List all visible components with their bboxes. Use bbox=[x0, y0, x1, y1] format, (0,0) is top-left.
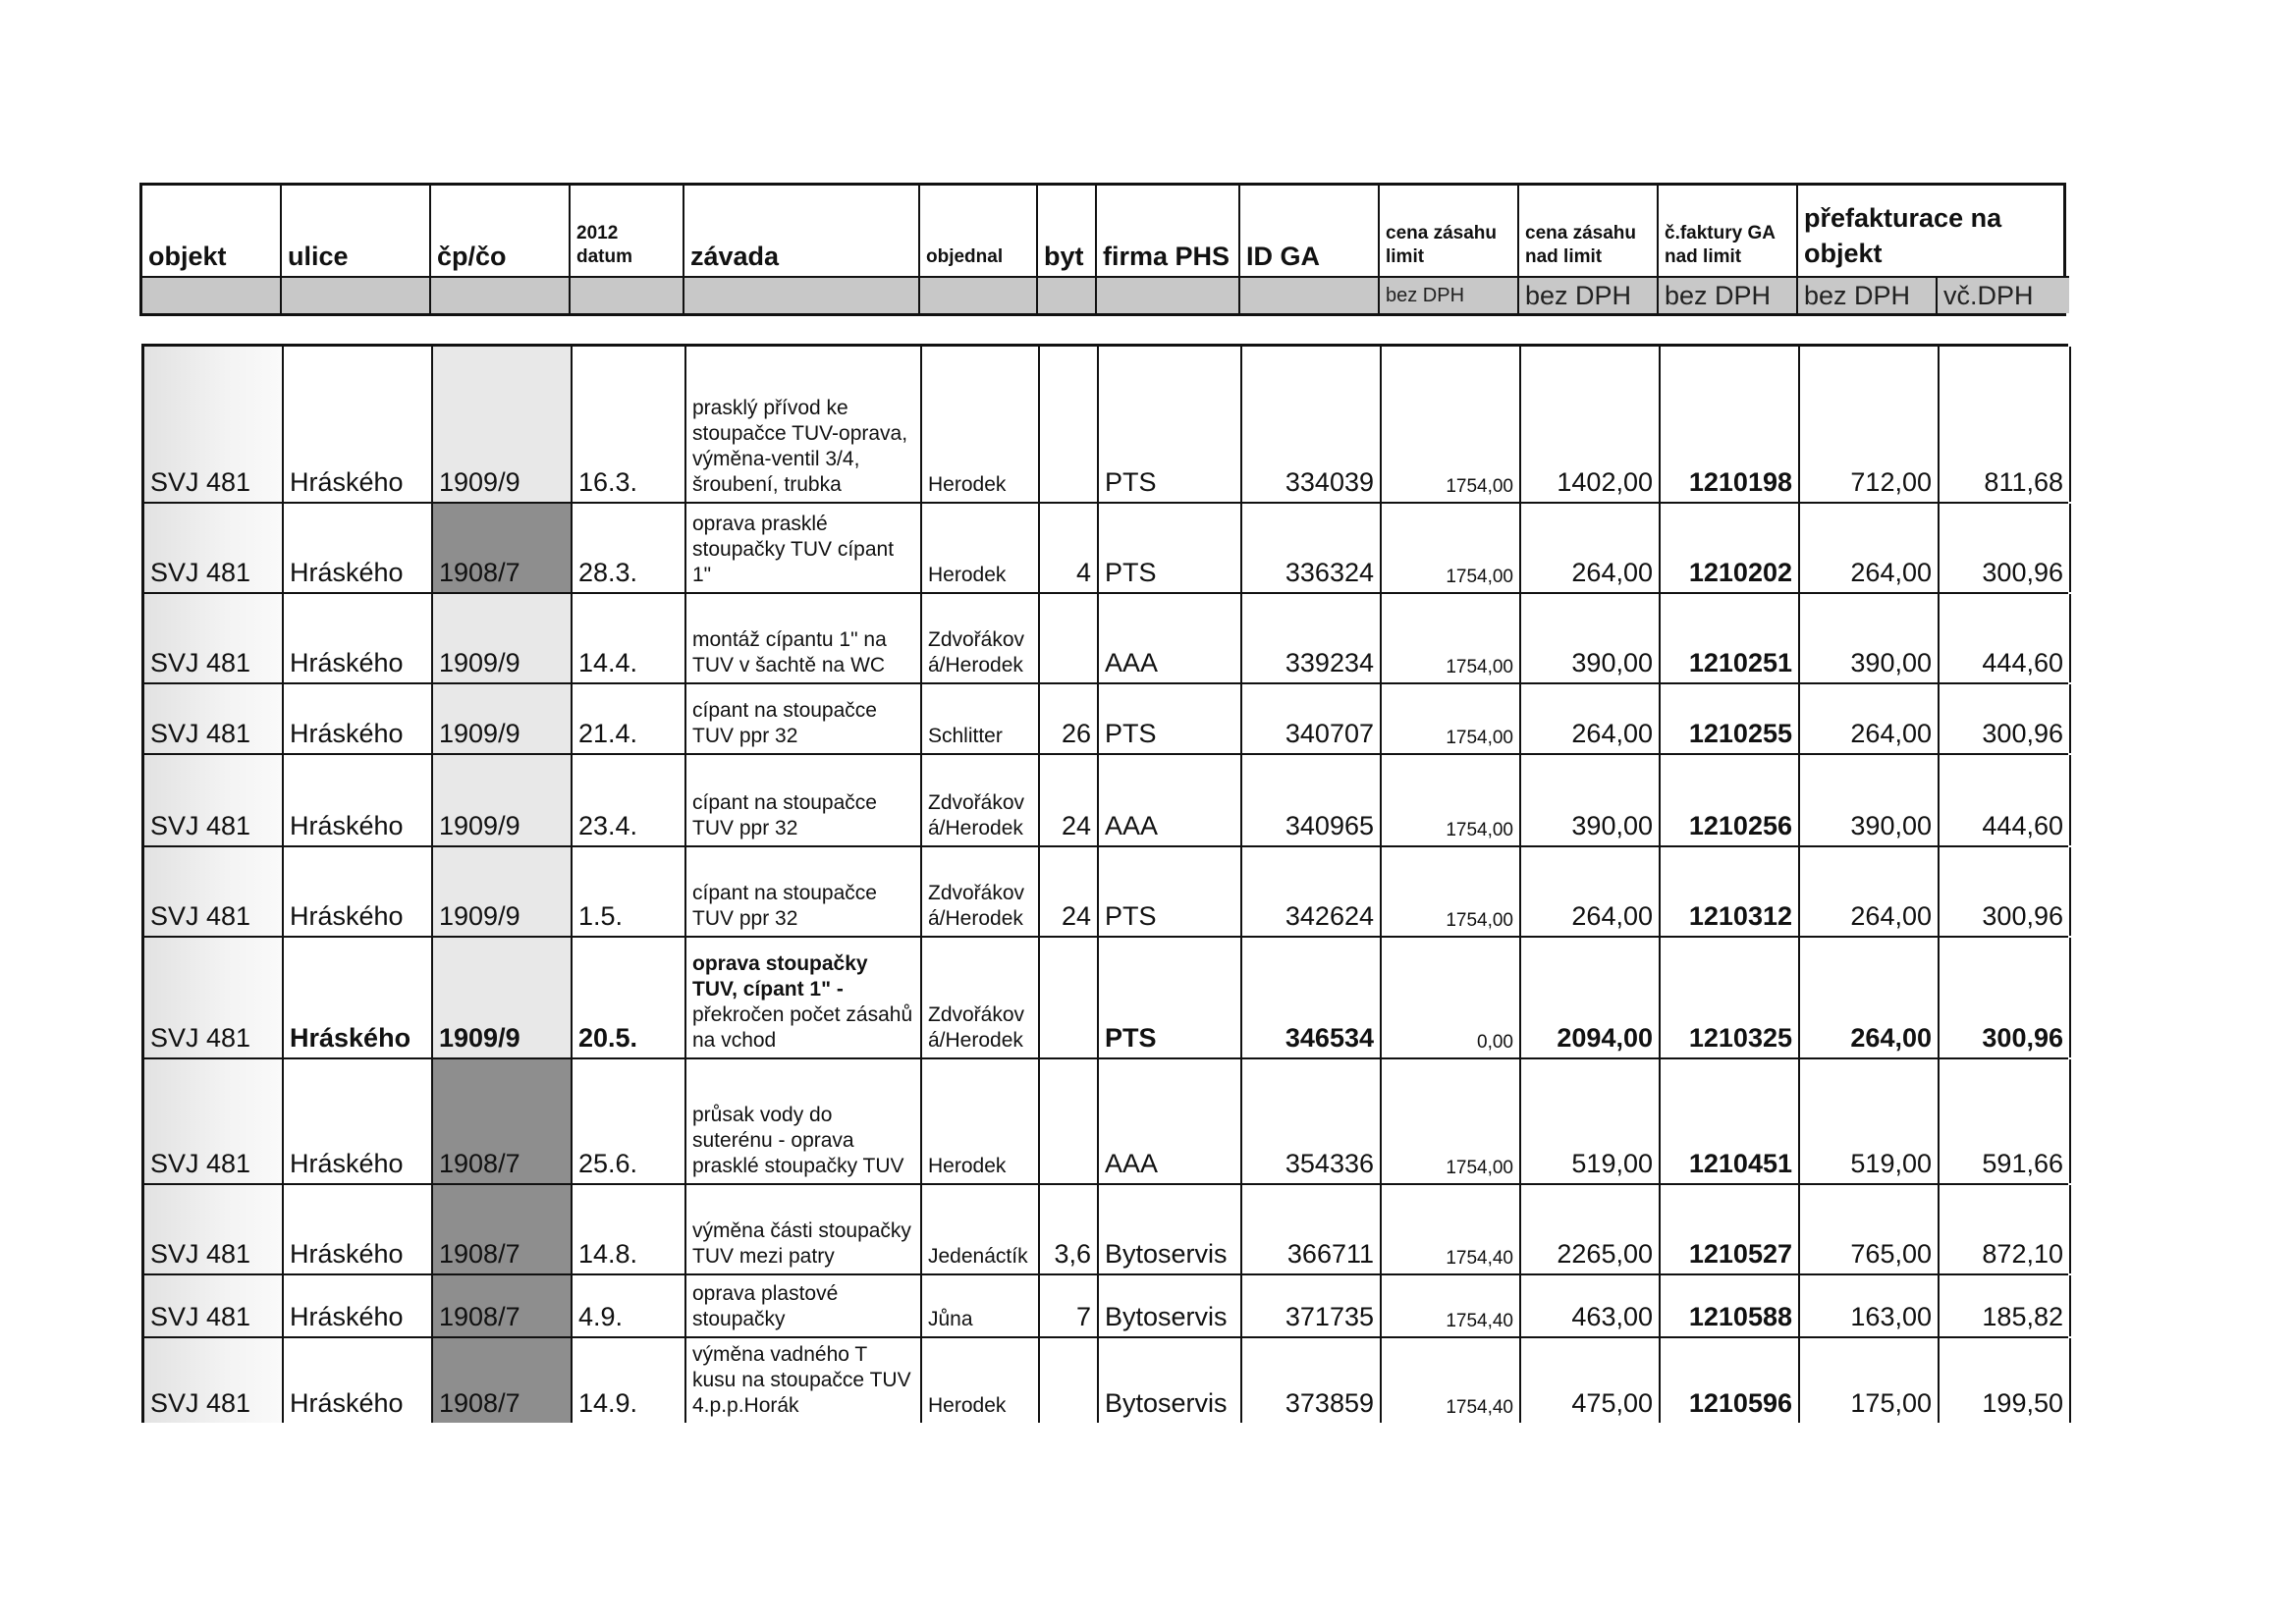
cell-cena-nad: 264,00 bbox=[1521, 684, 1661, 753]
cell-cena-nad: 264,00 bbox=[1521, 504, 1661, 592]
cell-cena-nad: 390,00 bbox=[1521, 755, 1661, 845]
cell-firma: AAA bbox=[1099, 594, 1242, 682]
cell-objednal: Zdvořákov á/Herodek bbox=[922, 594, 1040, 682]
cell-cena-nad: 463,00 bbox=[1521, 1275, 1661, 1336]
header-zavada: závada bbox=[684, 186, 920, 276]
table-row bbox=[144, 1185, 2068, 1275]
cell-faktura: 1210202 bbox=[1661, 504, 1800, 592]
cell-datum: 28.3. bbox=[573, 504, 686, 592]
cell-vc-dph: 444,60 bbox=[1940, 594, 2071, 682]
cell-vc-dph: 300,96 bbox=[1940, 684, 2071, 753]
cell-objekt: SVJ 481 bbox=[144, 504, 284, 592]
cell-byt: 26 bbox=[1040, 684, 1099, 753]
cell-byt bbox=[1040, 938, 1099, 1057]
cell-bez-dph: 519,00 bbox=[1800, 1059, 1940, 1183]
cell-cena-limit: 0,00 bbox=[1382, 938, 1521, 1057]
cell-zavada: cípant na stoupačce TUV ppr 32 bbox=[686, 847, 922, 936]
cell-objednal: Herodek bbox=[922, 504, 1040, 592]
cell-firma: Bytoservis bbox=[1099, 1338, 1242, 1423]
header-year: 2012 bbox=[576, 223, 619, 244]
cell-vc-dph: 199,50 bbox=[1940, 1338, 2071, 1423]
cell-ulice: Hráského bbox=[284, 1059, 433, 1183]
cell-objednal: Zdvořákov á/Herodek bbox=[922, 938, 1040, 1057]
cell-faktura: 1210251 bbox=[1661, 594, 1800, 682]
cell-vc-dph: 444,60 bbox=[1940, 755, 2071, 845]
cell-datum: 20.5. bbox=[573, 938, 686, 1057]
cell-objednal: Schlitter bbox=[922, 684, 1040, 753]
cell-faktura: 1210325 bbox=[1661, 938, 1800, 1057]
cell-cp: 1909/9 bbox=[433, 347, 573, 502]
cell-cena-limit: 1754,00 bbox=[1382, 755, 1521, 845]
sub-bez-dph-3: bez DPH bbox=[1659, 276, 1798, 313]
cell-byt: 24 bbox=[1040, 847, 1099, 936]
sub-bez-dph-2: bez DPH bbox=[1519, 276, 1659, 313]
header-cp: čp/čo bbox=[431, 186, 571, 276]
cell-objekt: SVJ 481 bbox=[144, 684, 284, 753]
cell-zavada: výměna části stoupačky TUV mezi patry bbox=[686, 1185, 922, 1273]
cell-byt: 24 bbox=[1040, 755, 1099, 845]
cell-cena-limit: 1754,00 bbox=[1382, 594, 1521, 682]
sub-vc-dph: vč.DPH bbox=[1938, 276, 2069, 313]
cell-cena-nad: 2094,00 bbox=[1521, 938, 1661, 1057]
table-header bbox=[139, 183, 2066, 316]
cell-bez-dph: 765,00 bbox=[1800, 1185, 1940, 1273]
cell-faktura: 1210596 bbox=[1661, 1338, 1800, 1423]
table-row bbox=[144, 938, 2068, 1059]
cell-ulice: Hráského bbox=[284, 347, 433, 502]
cell-objednal: Herodek bbox=[922, 1059, 1040, 1183]
cell-objekt: SVJ 481 bbox=[144, 347, 284, 502]
cell-faktura: 1210256 bbox=[1661, 755, 1800, 845]
cell-ulice: Hráského bbox=[284, 1185, 433, 1273]
cell-cp: 1908/7 bbox=[433, 1059, 573, 1183]
table-row bbox=[144, 1338, 2068, 1423]
cell-objednal: Jůna bbox=[922, 1275, 1040, 1336]
cell-cena-limit: 1754,00 bbox=[1382, 847, 1521, 936]
cell-datum: 23.4. bbox=[573, 755, 686, 845]
cell-byt: 7 bbox=[1040, 1275, 1099, 1336]
cell-objekt: SVJ 481 bbox=[144, 847, 284, 936]
cell-ulice: Hráského bbox=[284, 504, 433, 592]
table-row bbox=[144, 594, 2068, 684]
cell-cp: 1908/7 bbox=[433, 1185, 573, 1273]
cell-vc-dph: 591,66 bbox=[1940, 1059, 2071, 1183]
cell-vc-dph: 300,96 bbox=[1940, 938, 2071, 1057]
header-cena-limit: cena zásahu limit bbox=[1380, 186, 1519, 276]
cell-bez-dph: 163,00 bbox=[1800, 1275, 1940, 1336]
cell-zavada: cípant na stoupačce TUV ppr 32 bbox=[686, 755, 922, 845]
header-cena-nad: cena zásahu nad limit bbox=[1519, 186, 1659, 276]
cell-datum: 25.6. bbox=[573, 1059, 686, 1183]
cell-faktura: 1210255 bbox=[1661, 684, 1800, 753]
cell-byt bbox=[1040, 1338, 1099, 1423]
cell-firma: PTS bbox=[1099, 847, 1242, 936]
cell-datum: 4.9. bbox=[573, 1275, 686, 1336]
cell-idga: 354336 bbox=[1242, 1059, 1382, 1183]
cell-idga: 339234 bbox=[1242, 594, 1382, 682]
table-row bbox=[144, 684, 2068, 755]
header-prefakturace: přefakturace na objekt bbox=[1804, 203, 2002, 268]
cell-zavada: prasklý přívod ke stoupačce TUV-oprava, výměna-ventil 3/4, šroubení, trubka bbox=[686, 347, 922, 502]
cell-objednal: Herodek bbox=[922, 1338, 1040, 1423]
cell-ulice: Hráského bbox=[284, 594, 433, 682]
cell-ulice: Hráského bbox=[284, 938, 433, 1057]
cell-idga: 346534 bbox=[1242, 938, 1382, 1057]
cell-vc-dph: 185,82 bbox=[1940, 1275, 2071, 1336]
cell-bez-dph: 264,00 bbox=[1800, 938, 1940, 1057]
cell-bez-dph: 390,00 bbox=[1800, 755, 1940, 845]
cell-cena-limit: 1754,00 bbox=[1382, 1059, 1521, 1183]
table-row bbox=[144, 347, 2068, 504]
cell-cp: 1909/9 bbox=[433, 684, 573, 753]
table-row bbox=[144, 755, 2068, 847]
cell-cp: 1908/7 bbox=[433, 1338, 573, 1423]
cell-datum: 16.3. bbox=[573, 347, 686, 502]
cell-idga: 340965 bbox=[1242, 755, 1382, 845]
cell-zavada: montáž cípantu 1" na TUV v šachtě na WC bbox=[686, 594, 922, 682]
cell-zavada: výměna vadného T kusu na stoupačce TUV 4.p.p.Horák bbox=[686, 1338, 922, 1423]
cell-datum: 14.4. bbox=[573, 594, 686, 682]
cell-cena-limit: 1754,00 bbox=[1382, 347, 1521, 502]
cell-zavada: oprava plastové stoupačky bbox=[686, 1275, 922, 1336]
header-idga: ID GA bbox=[1240, 186, 1380, 276]
cell-ulice: Hráského bbox=[284, 1338, 433, 1423]
cell-firma: PTS bbox=[1099, 347, 1242, 502]
cell-datum: 14.8. bbox=[573, 1185, 686, 1273]
cell-firma: PTS bbox=[1099, 684, 1242, 753]
cell-faktura: 1210198 bbox=[1661, 347, 1800, 502]
cell-firma: Bytoservis bbox=[1099, 1275, 1242, 1336]
table-row bbox=[144, 1059, 2068, 1185]
cell-faktura: 1210527 bbox=[1661, 1185, 1800, 1273]
cell-zavada: oprava prasklé stoupačky TUV cípant 1" bbox=[686, 504, 922, 592]
cell-cp: 1909/9 bbox=[433, 594, 573, 682]
cell-cp: 1909/9 bbox=[433, 755, 573, 845]
cell-vc-dph: 811,68 bbox=[1940, 347, 2071, 502]
cell-byt bbox=[1040, 347, 1099, 502]
cell-cena-limit: 1754,00 bbox=[1382, 504, 1521, 592]
header-faktury: č.faktury GA nad limit bbox=[1659, 186, 1798, 276]
cell-cena-nad: 519,00 bbox=[1521, 1059, 1661, 1183]
sub-bez-dph-4: bez DPH bbox=[1798, 276, 1938, 313]
cell-objednal: Jedenáctík bbox=[922, 1185, 1040, 1273]
sub-bez-dph-1: bez DPH bbox=[1380, 276, 1519, 313]
cell-firma: PTS bbox=[1099, 504, 1242, 592]
cell-cena-nad: 390,00 bbox=[1521, 594, 1661, 682]
cell-idga: 342624 bbox=[1242, 847, 1382, 936]
cell-ulice: Hráského bbox=[284, 847, 433, 936]
header-ulice: ulice bbox=[282, 186, 431, 276]
cell-idga: 371735 bbox=[1242, 1275, 1382, 1336]
cell-faktura: 1210312 bbox=[1661, 847, 1800, 936]
cell-byt bbox=[1040, 1059, 1099, 1183]
cell-objednal: Zdvořákov á/Herodek bbox=[922, 847, 1040, 936]
cell-bez-dph: 175,00 bbox=[1800, 1338, 1940, 1423]
cell-zavada: cípant na stoupačce TUV ppr 32 bbox=[686, 684, 922, 753]
cell-objekt: SVJ 481 bbox=[144, 1338, 284, 1423]
cell-cena-nad: 1402,00 bbox=[1521, 347, 1661, 502]
cell-cena-limit: 1754,00 bbox=[1382, 684, 1521, 753]
data-table bbox=[141, 344, 2068, 1423]
cell-firma: AAA bbox=[1099, 755, 1242, 845]
table-row bbox=[144, 847, 2068, 938]
cell-firma: Bytoservis bbox=[1099, 1185, 1242, 1273]
cell-cp: 1908/7 bbox=[433, 1275, 573, 1336]
header-firma: firma PHS bbox=[1097, 186, 1240, 276]
cell-cena-nad: 2265,00 bbox=[1521, 1185, 1661, 1273]
cell-bez-dph: 264,00 bbox=[1800, 847, 1940, 936]
cell-vc-dph: 300,96 bbox=[1940, 847, 2071, 936]
cell-datum: 14.9. bbox=[573, 1338, 686, 1423]
cell-idga: 366711 bbox=[1242, 1185, 1382, 1273]
cell-objekt: SVJ 481 bbox=[144, 1059, 284, 1183]
cell-ulice: Hráského bbox=[284, 684, 433, 753]
cell-objekt: SVJ 481 bbox=[144, 594, 284, 682]
cell-byt bbox=[1040, 594, 1099, 682]
cell-idga: 340707 bbox=[1242, 684, 1382, 753]
cell-idga: 334039 bbox=[1242, 347, 1382, 502]
cell-byt: 3,6 bbox=[1040, 1185, 1099, 1273]
cell-bez-dph: 264,00 bbox=[1800, 504, 1940, 592]
cell-objednal: Herodek bbox=[922, 347, 1040, 502]
cell-datum: 1.5. bbox=[573, 847, 686, 936]
cell-faktura: 1210451 bbox=[1661, 1059, 1800, 1183]
cell-objekt: SVJ 481 bbox=[144, 755, 284, 845]
header-datum: 2012 datum bbox=[571, 186, 684, 276]
cell-faktura: 1210588 bbox=[1661, 1275, 1800, 1336]
cell-firma: PTS bbox=[1099, 938, 1242, 1057]
header-objednal: objednal bbox=[920, 186, 1038, 276]
cell-bez-dph: 390,00 bbox=[1800, 594, 1940, 682]
cell-zavada: průsak vody do suterénu - oprava prasklé stoupačky TUV bbox=[686, 1059, 922, 1183]
cell-objekt: SVJ 481 bbox=[144, 1185, 284, 1273]
cell-ulice: Hráského bbox=[284, 1275, 433, 1336]
cell-bez-dph: 712,00 bbox=[1800, 347, 1940, 502]
cell-zavada: oprava stoupačky TUV, cípant 1" - překročen počet zásahů na vchod bbox=[686, 938, 922, 1057]
table-row bbox=[144, 504, 2068, 594]
cell-objekt: SVJ 481 bbox=[144, 1275, 284, 1336]
cell-cena-limit: 1754,40 bbox=[1382, 1338, 1521, 1423]
cell-cp: 1909/9 bbox=[433, 847, 573, 936]
cell-idga: 336324 bbox=[1242, 504, 1382, 592]
cell-vc-dph: 300,96 bbox=[1940, 504, 2071, 592]
table-row bbox=[144, 1275, 2068, 1338]
cell-objednal: Zdvořákov á/Herodek bbox=[922, 755, 1040, 845]
cell-cena-limit: 1754,40 bbox=[1382, 1185, 1521, 1273]
cell-firma: AAA bbox=[1099, 1059, 1242, 1183]
cell-byt: 4 bbox=[1040, 504, 1099, 592]
cell-cena-limit: 1754,40 bbox=[1382, 1275, 1521, 1336]
cell-objekt: SVJ 481 bbox=[144, 938, 284, 1057]
cell-cp: 1909/9 bbox=[433, 938, 573, 1057]
cell-idga: 373859 bbox=[1242, 1338, 1382, 1423]
cell-cp: 1908/7 bbox=[433, 504, 573, 592]
cell-ulice: Hráského bbox=[284, 755, 433, 845]
header-objekt: objekt bbox=[142, 186, 282, 276]
cell-cena-nad: 475,00 bbox=[1521, 1338, 1661, 1423]
cell-cena-nad: 264,00 bbox=[1521, 847, 1661, 936]
header-byt: byt bbox=[1038, 186, 1097, 276]
cell-datum: 21.4. bbox=[573, 684, 686, 753]
cell-bez-dph: 264,00 bbox=[1800, 684, 1940, 753]
cell-vc-dph: 872,10 bbox=[1940, 1185, 2071, 1273]
